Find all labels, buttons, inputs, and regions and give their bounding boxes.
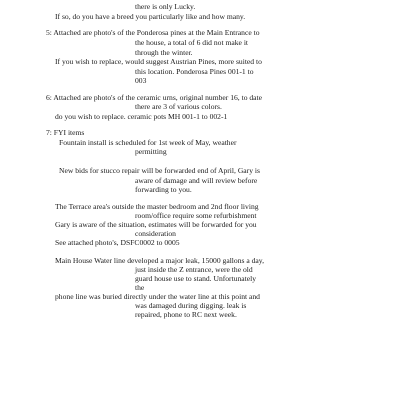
text-line: was damaged during digging. leak is [135,301,247,310]
text-line: See attached photo's, DSFC0002 to 0005 [55,238,180,247]
text-line: there is only Lucky. [135,2,196,11]
text-line: repaired, phone to RC next week. [135,310,237,319]
text-line: consideration [135,229,176,238]
text-line: Fountain install is scheduled for 1st week of May, weather [59,138,237,147]
text-line: this location. Ponderosa Pines 001-1 to [135,67,254,76]
text-line: The Terrace area's outside the master bedroom and 2nd floor living [55,202,259,211]
text-line: If so, do you have a breed you particularly like and how many. [55,12,246,21]
text-line: guard house use to stand. Unfortunately [135,274,257,283]
text-line: permitting [135,147,167,156]
text-line: there are 3 of various colors. [135,102,222,111]
item-6-heading: 6: Attached are photo's of the ceramic urns, original number 16, to date [46,93,263,102]
text-line: Gary is aware of the situation, estimates will be forwarded for you [55,220,257,229]
text-line: just inside the Z entrance, were the old [135,265,253,274]
item-7-heading: 7: FYI items [46,128,85,137]
text-line: room/office require some refurbishment [135,211,257,220]
text-line: New bids for stucco repair will be forwarded end of April, Gary is [59,166,260,175]
text-line: do you wish to replace. ceramic pots MH 001-1 to 002-1 [55,112,228,121]
text-line: 003 [135,76,147,85]
text-line: through the winter. [135,48,193,57]
text-line: Main House Water line developed a major leak, 15000 gallons a day, [55,256,264,265]
text-line: the house, a total of 6 did not make it [135,38,249,47]
text-line: the [135,283,145,292]
item-5-heading: 5: Attached are photo's of the Ponderosa pines at the Main Entrance to [46,28,260,37]
text-line: forwarding to you. [135,185,192,194]
text-line: If you wish to replace, would suggest Austrian Pines, more suited to [55,57,262,66]
text-line: aware of damage and will review before [135,176,258,185]
text-line: phone line was buried directly under the water line at this point and [55,292,260,301]
